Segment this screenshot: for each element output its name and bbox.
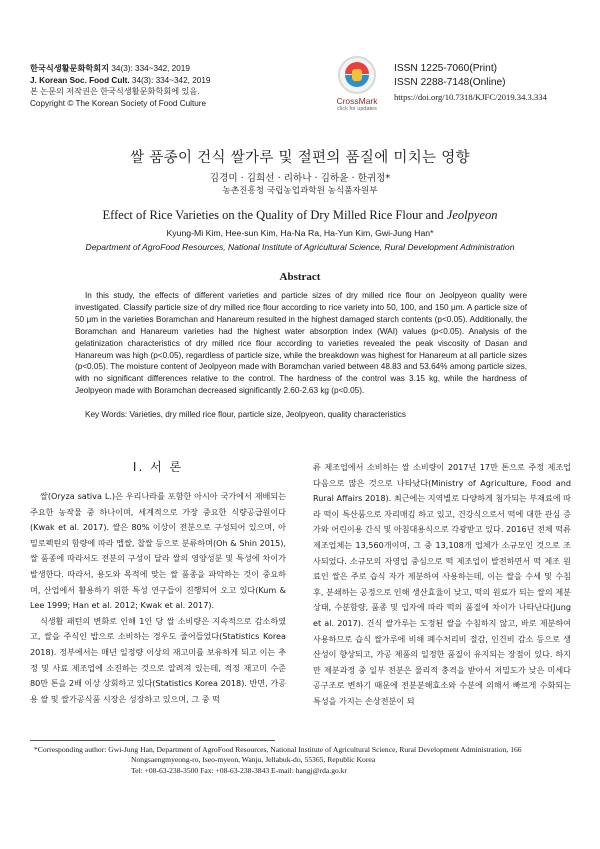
journal-header — [30, 63, 330, 109]
issn-online: ISSN 2288-7148(Online) — [394, 77, 506, 88]
title-en-main: Effect of Rice Varieties on the Quality of Dry Milled Rice Flour and — [102, 208, 447, 222]
keywords-list: Varieties, dry milled rice flour, particle size, Jeolpyeon, quality characteristics — [129, 410, 406, 419]
authors-ko: 김경미 · 김희선 · 리하나 · 김하윤 · 한귀정* — [209, 173, 391, 184]
title-en-italic: Jeolpyeon — [446, 208, 498, 222]
keywords-label: Key Words: — [85, 410, 130, 419]
crossmark-label: CrossMark — [336, 96, 378, 106]
title-ko: 쌀 품종이 건식 쌀가루 및 절편의 품질에 미치는 영향 — [130, 150, 470, 166]
body-column-left — [30, 458, 286, 707]
issn-block — [394, 62, 554, 104]
copyright-line: Copyright © The Korean Society of Food Culture — [30, 98, 207, 108]
abstract-text: In this study, the effects of different varieties and particle sizes of dry milled rice flour on Jeolpyeon quality were investigated. Classify particle size of dry milled rice flour according to rice variety into 50, 100, and 150 μm. A particle size of 50 μm in the varieties Boramchan and Hanareum resulted in the highest damaged starch contents (p<0.05). Additionally, the Boramchan and Hanareum varieties had the highest water absorption index (WAI) values (p<0.05). Analysis of the gelatinization characteristics of dry milled rice flour according to varieties revealed the peak viscosity of Dasan and Hanareum was high (p<0.05), regardless of particle size, while the breakdown was highest for Hanareum at all particle sizes (p<0.05). The moisture content of Jeolpyeon made with Boramchan varied between 48.83 and 53.64% among particle sizes, with no significant differences relative to the control. The hardness of the control was 3.15 kg, while the hardness of Jeolpyeon made with Boramchan decreased significantly 2.60-2.63 kg (p<0.05). — [75, 291, 527, 396]
journal-line-en — [30, 75, 330, 87]
footnote-line: *Corresponding author: Gwi-Jung Han, Department of AgroFood Resources, National Institute of Agricultural Science, Rural Development Administration, 166 — [34, 745, 522, 754]
abstract-heading: Abstract — [279, 271, 321, 283]
citation-en: 34(3): 334~342, 2019 — [129, 75, 211, 85]
corresponding-author-footnote — [34, 745, 574, 776]
journal-line-ko — [30, 63, 330, 75]
body-column-right — [313, 460, 571, 710]
crossmark-badge[interactable] — [324, 56, 390, 112]
section-heading-introduction: Ⅰ. 서 론 — [132, 460, 184, 474]
issn-print: ISSN 1225-7060(Print) — [394, 63, 498, 74]
affiliation-en: Department of AgroFood Resources, National Institute of Agricultural Science, Rural Development Administration — [85, 242, 515, 252]
footnote-line: Nongsaengmyeong-ro, Iseo-myeon, Wanju, Jellabuk-do, 55365, Republic Korea — [131, 755, 376, 765]
journal-name-en: J. Korean Soc. Food Cult. — [30, 75, 130, 85]
doi-link[interactable]: https://doi.org/10.7318/KJFC/2019.34.3.334 — [394, 92, 547, 102]
title-en — [0, 208, 600, 223]
copyright-note-ko: 본 논문의 저작권은 한국식생활문화학회에 있음. — [30, 87, 200, 96]
journal-name-ko: 한국식생활문화학회지 — [30, 64, 110, 73]
footnote-divider — [30, 740, 275, 741]
body-paragraph: 류 제조업에서 소비하는 쌀 소비량이 2017년 17만 톤으로 주정 제조업 다음으로 많은 것으로 나타났다(Ministry of Agriculture, Food and Rural Affairs 2018). 최근에는 지역별로 다양하게 첨가되는 부재료에 따라 떡이 특산품으로 자리매김 하고 있고, 건강식으로서 떡에 대한 관심 증가와 어린이용 간식 및 아침대용식으로 각광받고 있다. 2016년 전체 떡류 제조업체는 13,560개이며, 그 중 13,108개 업체가 소규모인 것으로 조사되었다. 소규모의 자영업 중심으로 떡 제조업이 발전하면서 떡 제조 원료인 쌀은 주로 습식 자가 제분하여 사용하는데, 이는 쌀을 수세 및 수침 후, 분쇄하는 공정으로 인해 생산효율이 낮고, 떡의 원료가 되는 쌀의 제분 상태, 수분함량, 품종 및 입자에 따라 떡의 품질에 차이가 나타난다(Jung et al. 2017). 건식 쌀가루는 도정된 쌀을 수침하지 않고, 바로 제분하여 사용하므로 습식 쌀가루에 비해 폐수처리비 절감, 인건비 감소 등으로 생산성이 향상되고, 가공 제품의 일정한 품질이 유지되는 장점이 있다. 하지만 제분과정 중 일부 전분은 물리적 충격을 받아서 저밀도가 낮은 미세다공구조로 변하기 때문에 전분분해효소와 수분에 의해서 빠르게 수화되는 특성을 가지는 손상전분이 되 — [313, 462, 571, 706]
crossmark-sub: click for updates — [337, 106, 377, 112]
citation-ko: 34(3): 334~342, 2019 — [109, 64, 190, 73]
authors-en: Kyung-Mi Kim, Hee-sun Kim, Ha-Na Ra, Ha-Yun Kim, Gwi-Jung Han* — [166, 228, 434, 238]
keywords — [85, 410, 525, 419]
body-paragraph: 쌀(Oryza sativa L.)은 우리나라를 포함한 아시아 국가에서 재배되는 주요한 농작물 중 하나이며, 세계적으로 가장 중요한 식량공급원이다(Kwak et al. 2017). 쌀은 80% 이상이 전분으로 구성되어 있으며, 아밀로펙틴의 함량에 따라 멥쌀, 찹쌀 등으로 분류하며(Oh & Shin 2015), 쌀 품종에 따라서도 전분의 구성이 달라 쌀의 영양성분 및 특성에 차이가 발생한다. 따라서, 용도와 목적에 맞는 쌀 품종을 파악하는 것이 중요하며, 산업에서 활용하기 위한 특성 연구들이 진행되어 오고 있다(Kum & Lee 1999; Han et al. 2012; Kwak et al. 2017). — [30, 491, 286, 611]
body-paragraph: 식생활 패턴의 변화로 인해 1인 당 쌀 소비량은 지속적으로 감소하였고, 쌀을 주식인 밥으로 소비하는 경우도 줄어들었다(Statistics Korea 2018). 정부에서는 매년 일정량 이상의 재고미를 보유하게 되고 이는 추정 및 사료 제조업에 소진하는 것으로 알려져 있는데, 적정 재고미 수준 80만 톤을 2배 이상 상회하고 있다(Statistics Korea 2018). 반면, 가공용 쌀 및 쌀가공식품 시장은 성장하고 있으며, 그 중 떡 — [30, 615, 286, 704]
crossmark-icon — [338, 56, 376, 94]
affiliation-ko: 농촌진흥청 국립농업과학원 농식품자원부 — [222, 186, 378, 196]
footnote-line: Tel: +08-63-238-3500 Fax: +08-63-238-3843 E-mail: hangj@rda.go.kr — [131, 765, 348, 775]
